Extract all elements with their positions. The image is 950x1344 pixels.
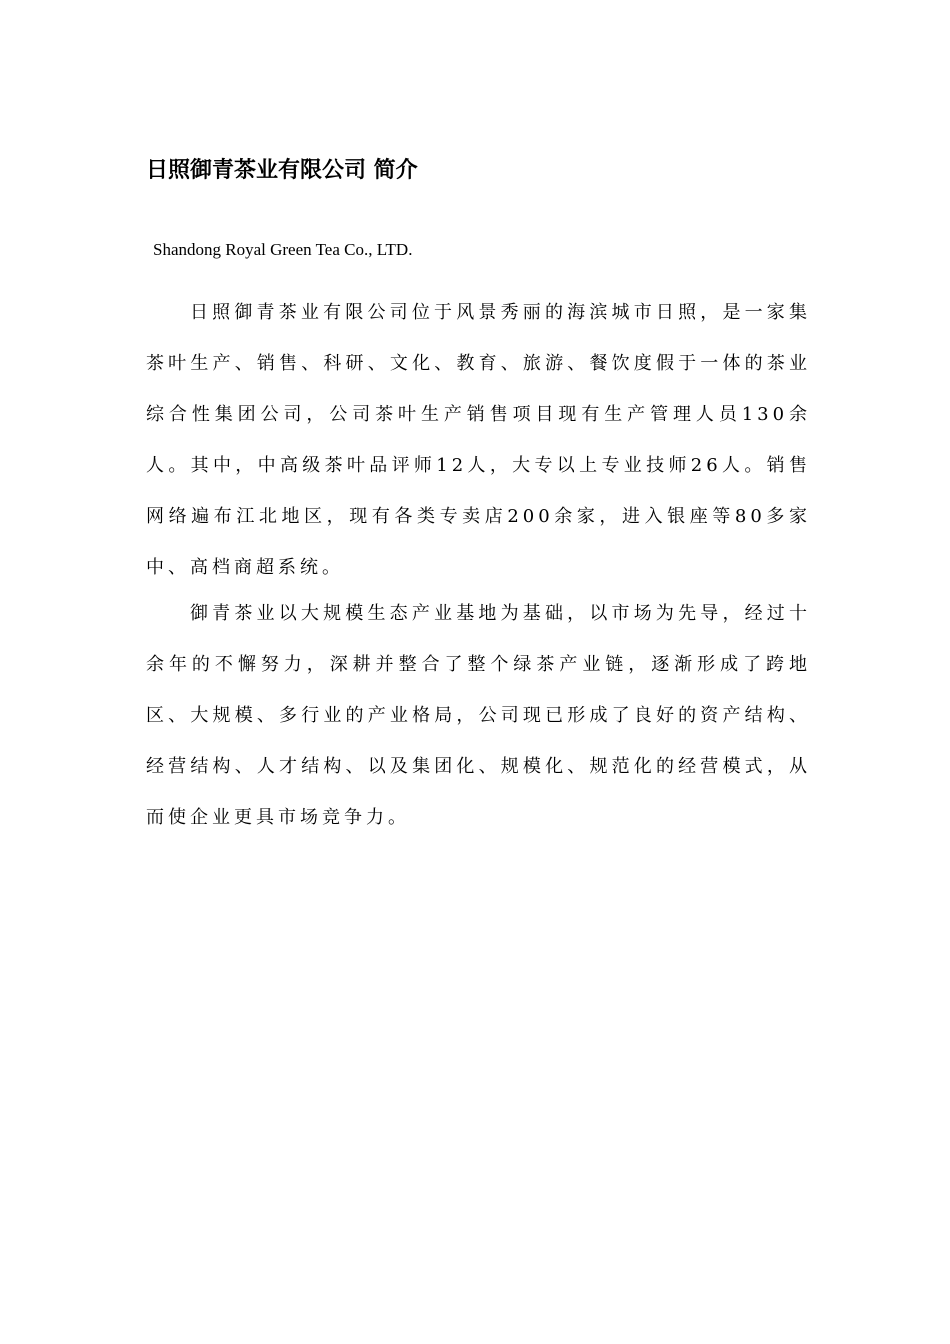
company-english-name: Shandong Royal Green Tea Co., LTD. xyxy=(153,240,413,259)
intro-paragraph-2: 御青茶业以大规模生态产业基地为基础，以市场为先导，经过十余年的不懈努力，深耕并整合了整个绿茶产业链，逐渐形成了跨地区、大规模、多行业的产业格局，公司现已形成了良好的资产结构、经营结构、人才结构、以及集团化、规模化、规范化的经营模式，从而使企业更具市场竞争力。 xyxy=(146,603,811,828)
intro-paragraph-1: 日照御青茶业有限公司位于风景秀丽的海滨城市日照，是一家集茶叶生产、销售、科研、文化、教育、旅游、餐饮度假于一体的茶业综合性集团公司，公司茶叶生产销售项目现有生产管理人员130余人。其中，中高级茶叶品评师12人，大专以上专业技师26人。销售网络遍布江北地区，现有各类专卖店200余家，进入银座等80多家中、高档商超系统。 xyxy=(146,302,811,578)
page-title: 日照御青茶业有限公司 简介 xyxy=(146,158,418,183)
